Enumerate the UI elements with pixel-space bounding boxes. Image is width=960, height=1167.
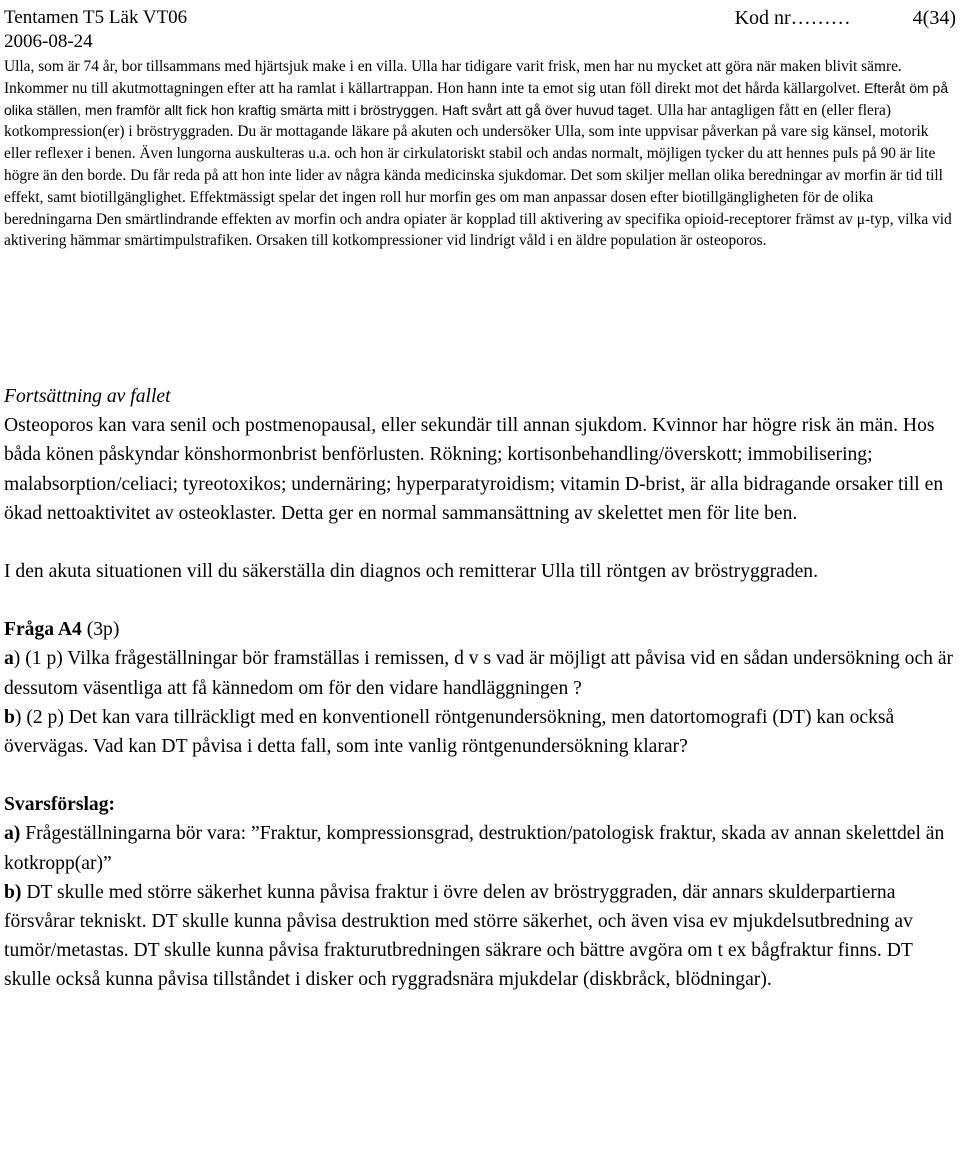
question-a-label: a xyxy=(4,648,14,670)
question-heading xyxy=(4,615,956,644)
code-field: Kod nr……… xyxy=(734,7,851,29)
page-header-left xyxy=(4,6,187,54)
question-points: (3p) xyxy=(86,619,120,641)
answer-a-text: Frågeställningarna bör vara: ”Fraktur, kompressionsgrad, destruktion/patologisk fraktur, skada av annan skelettdel än kotkropp(ar)” xyxy=(4,823,945,874)
exam-date: 2006-08-24 xyxy=(4,31,93,52)
question-b-text: ) (2 p) Det kan vara tillräckligt med en konventionell röntgenundersökning, men datortomografi (DT) kan också övervägas. Vad kan DT påvisa i detta fall, som inte vanlig röntgenundersökning klarar? xyxy=(4,706,895,758)
continuation-text: Osteoporos kan vara senil och postmenopausal, eller sekundär till annan sjukdom. Kvinnor har högre risk än män. Hos båda könen påskyndar könshormonbrist benförlusten. Rökning; kortisonbehandling/överskott; immobilisering; malabsorption/celiaci; tyreotoxikos; undernäring; hyperparatyroidism; vitamin D-brist, är alla bidragande orsaker till en ökad nettoaktivitet av osteoklaster. Detta ger en normal sammansättning av skelettet men för lite ben. xyxy=(4,415,944,524)
page-header-right xyxy=(735,6,956,30)
answer-b-label: b) xyxy=(4,881,22,903)
answer-a xyxy=(4,819,956,877)
main-content xyxy=(4,382,956,995)
page-number: 4(34) xyxy=(912,7,956,29)
answer-b-text: DT skulle med större säkerhet kunna påvisa fraktur i övre delen av bröstryggraden, där annars skulderpartierna försvårar tekniskt. DT skulle kunna påvisa destruktion med större säkerhet, och även visa ev mjukdelsutbredning av tumör/metastas. DT skulle kunna påvisa frakturutbredningen säkrare och bättre avgöra om t ex bågfraktur finns. DT skulle också kunna påvisa tillståndet i disker och ryggradsnära mjukdelar (diskbråck, blödningar). xyxy=(4,881,913,991)
question-b-label: b xyxy=(4,706,15,728)
intro-sentence-1: Ulla, som är 74 år, bor tillsammans med hjärtsjuk make i en villa. Ulla har tidigare varit frisk, men har nu mycket att göra när maken blivit sämre. Inkommer nu till akutmottagningen efter att ha ramlat i källartrappan. Hon hann inte ta emot sig utan föll direkt mot det hårda källargolvet. xyxy=(4,58,902,97)
answer-heading: Svarsförslag: xyxy=(4,794,116,816)
question-a-text: ) (1 p) Vilka frågeställningar bör framställas i remissen, d v s vad är möjligt att påvisa vid en sådan undersökning och är dessutom väsentliga att få kännedom om för den vidare handläggningen ? xyxy=(4,648,954,699)
intro-sentence-4: Du är mottagande läkare på akuten och undersöker Ulla, som inte uppvisar påverkan på vare sig känsel, motorik eller reflexer i benen. Även lungorna auskulteras u.a. och hon är cirkulatoriskt stabil och andas normalt, möjligen tycker du att hennes puls på 90 är lite högre än den borde. Du får reda på att hon inte lider av några kända medicinska sjukdomar. Det som skiljer mellan olika beredningar av morfin är tid till effekt, samt biotillgänglighet. Effektmässigt spelar det ingen roll hur morfin ges om man anpassar dosen efter biotillgängligheten för de olika beredningarna Den smärtlindrande effekten av morfin och andra opiater är kopplad till aktivering av specifika opioid-receptorer främst av μ-typ, vilka vid aktivering hämmar smärtimpulstrafiken. Orsaken till kotkompressioner vid lindrigt våld i en äldre population är osteoporos. xyxy=(4,123,952,250)
answer-b xyxy=(4,878,956,995)
intro-sentence-2: Efteråt öm på olika ställen, men framför allt fick hon kraftig smärta mitt i bröstryggen. Haft svårt att gå över huvud taget. xyxy=(4,79,949,118)
exam-title: Tentamen T5 Läk VT06 xyxy=(4,7,188,28)
answer-a-label: a) xyxy=(4,823,21,845)
continuation-heading: Fortsättning av fallet xyxy=(4,386,171,407)
situation-text: I den akuta situationen vill du säkerställa din diagnos och remitterar Ulla till röntgen av bröstryggraden. xyxy=(4,561,819,583)
intro-sentence-3: Ulla har antagligen fått en (eller flera) kotkompression(er) i bröstryggraden. xyxy=(4,101,891,141)
case-intro xyxy=(4,56,956,252)
question-title: Fråga A4 xyxy=(4,619,82,641)
question-b xyxy=(4,703,956,761)
question-a xyxy=(4,644,956,702)
